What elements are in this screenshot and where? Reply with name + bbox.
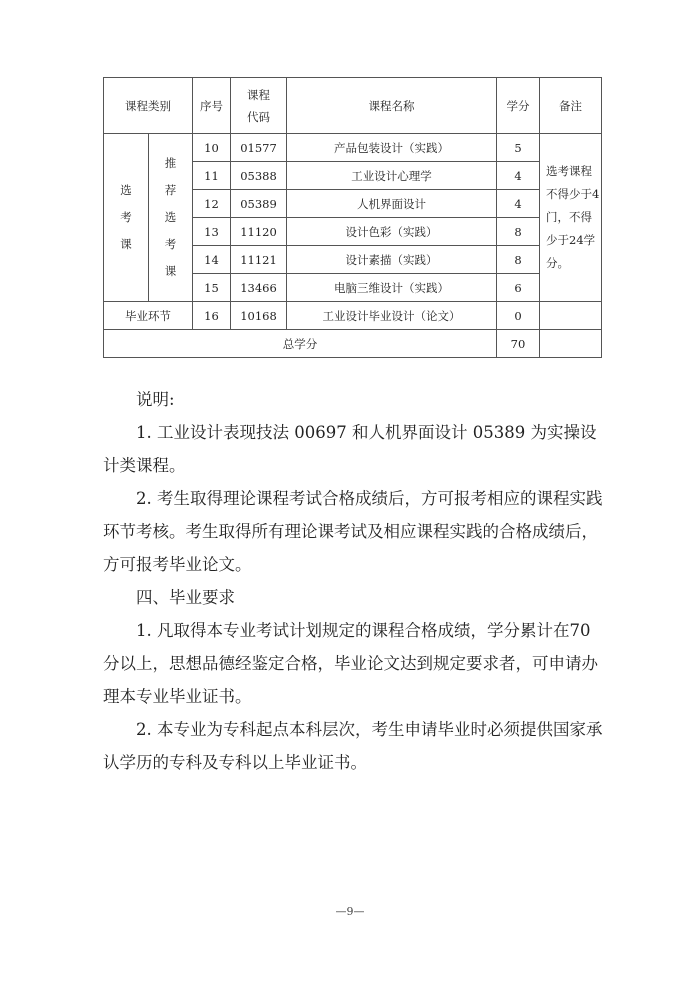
header-no: 序号 (193, 78, 231, 134)
total-credit: 70 (497, 330, 540, 358)
header-code (231, 78, 287, 134)
cell-name: 工业设计心理学 (287, 162, 497, 190)
graduation-item-1: 1. 凡取得本专业考试计划规定的课程合格成绩，学分累计在70分以上，思想品德经鉴定合格，毕业论文达到规定要求者，可申请办理本专业毕业证书。 (103, 621, 598, 706)
cell-code: 13466 (231, 274, 287, 302)
cell-no: 15 (193, 274, 231, 302)
cell-note-empty (540, 302, 602, 330)
explanation-item-1: 1. 工业设计表现技法 00697 和人机界面设计 05389 为实操设计类课程。 (103, 423, 597, 475)
header-credit: 学分 (497, 78, 540, 134)
cell-no: 11 (193, 162, 231, 190)
graduation-category: 毕业环节 (104, 302, 193, 330)
recommended-char: 荐 (164, 183, 177, 197)
header-note: 备注 (540, 78, 602, 134)
cell-credit: 8 (497, 218, 540, 246)
cell-name: 人机界面设计 (287, 190, 497, 218)
cell-credit: 8 (497, 246, 540, 274)
cell-name: 产品包装设计（实践） (287, 134, 497, 162)
cell-no: 14 (193, 246, 231, 274)
explanation-section (103, 383, 603, 779)
page-number: —9— (335, 905, 365, 918)
recommended-char: 课 (164, 264, 177, 278)
cell-name: 电脑三维设计（实践） (287, 274, 497, 302)
cell-name: 设计色彩（实践） (287, 218, 497, 246)
cell-note-empty (540, 330, 602, 358)
cell-credit: 5 (497, 134, 540, 162)
cell-code: 05389 (231, 190, 287, 218)
course-table-container (103, 77, 601, 358)
header-code-line2: 代码 (247, 109, 270, 124)
header-name: 课程名称 (287, 78, 497, 134)
cell-credit: 6 (497, 274, 540, 302)
cell-no: 10 (193, 134, 231, 162)
cell-no: 16 (193, 302, 231, 330)
cell-no: 12 (193, 190, 231, 218)
course-table (103, 77, 602, 358)
elective-group-cell (104, 134, 149, 302)
cell-code: 11121 (231, 246, 287, 274)
recommended-char: 选 (164, 210, 177, 224)
cell-code: 11120 (231, 218, 287, 246)
total-label: 总学分 (104, 330, 497, 358)
note-cell: 选考课程不得少于4门，不得少于24学分。 (540, 134, 602, 302)
total-row (104, 330, 602, 358)
cell-name: 设计素描（实践） (287, 246, 497, 274)
cell-code: 05388 (231, 162, 287, 190)
elective-char: 选 (120, 183, 132, 197)
elective-char: 考 (120, 210, 132, 224)
graduation-item-2: 2. 本专业为专科起点本科层次，考生申请毕业时必须提供国家承认学历的专科及专科以上毕业证书。 (103, 720, 603, 772)
cell-credit: 4 (497, 162, 540, 190)
section-heading-graduation: 四、毕业要求 (136, 588, 235, 607)
graduation-row (104, 302, 602, 330)
cell-credit: 4 (497, 190, 540, 218)
cell-name: 工业设计毕业设计（论文） (287, 302, 497, 330)
header-code-line1: 课程 (247, 87, 270, 102)
explanation-heading: 说明: (136, 390, 175, 409)
cell-code: 01577 (231, 134, 287, 162)
explanation-item-2: 2. 考生取得理论课程考试合格成绩后，方可报考相应的课程实践环节考核。考生取得所有理论课考试及相应课程实践的合格成绩后，方可报考毕业论文。 (103, 489, 603, 574)
table-row (104, 134, 602, 162)
elective-char: 课 (120, 237, 132, 251)
recommended-group-cell (149, 134, 193, 302)
cell-no: 13 (193, 218, 231, 246)
cell-code: 10168 (231, 302, 287, 330)
header-category: 课程类别 (104, 78, 193, 134)
table-header-row (104, 78, 602, 134)
recommended-char: 推 (164, 156, 177, 170)
recommended-char: 考 (164, 237, 177, 251)
cell-credit: 0 (497, 302, 540, 330)
